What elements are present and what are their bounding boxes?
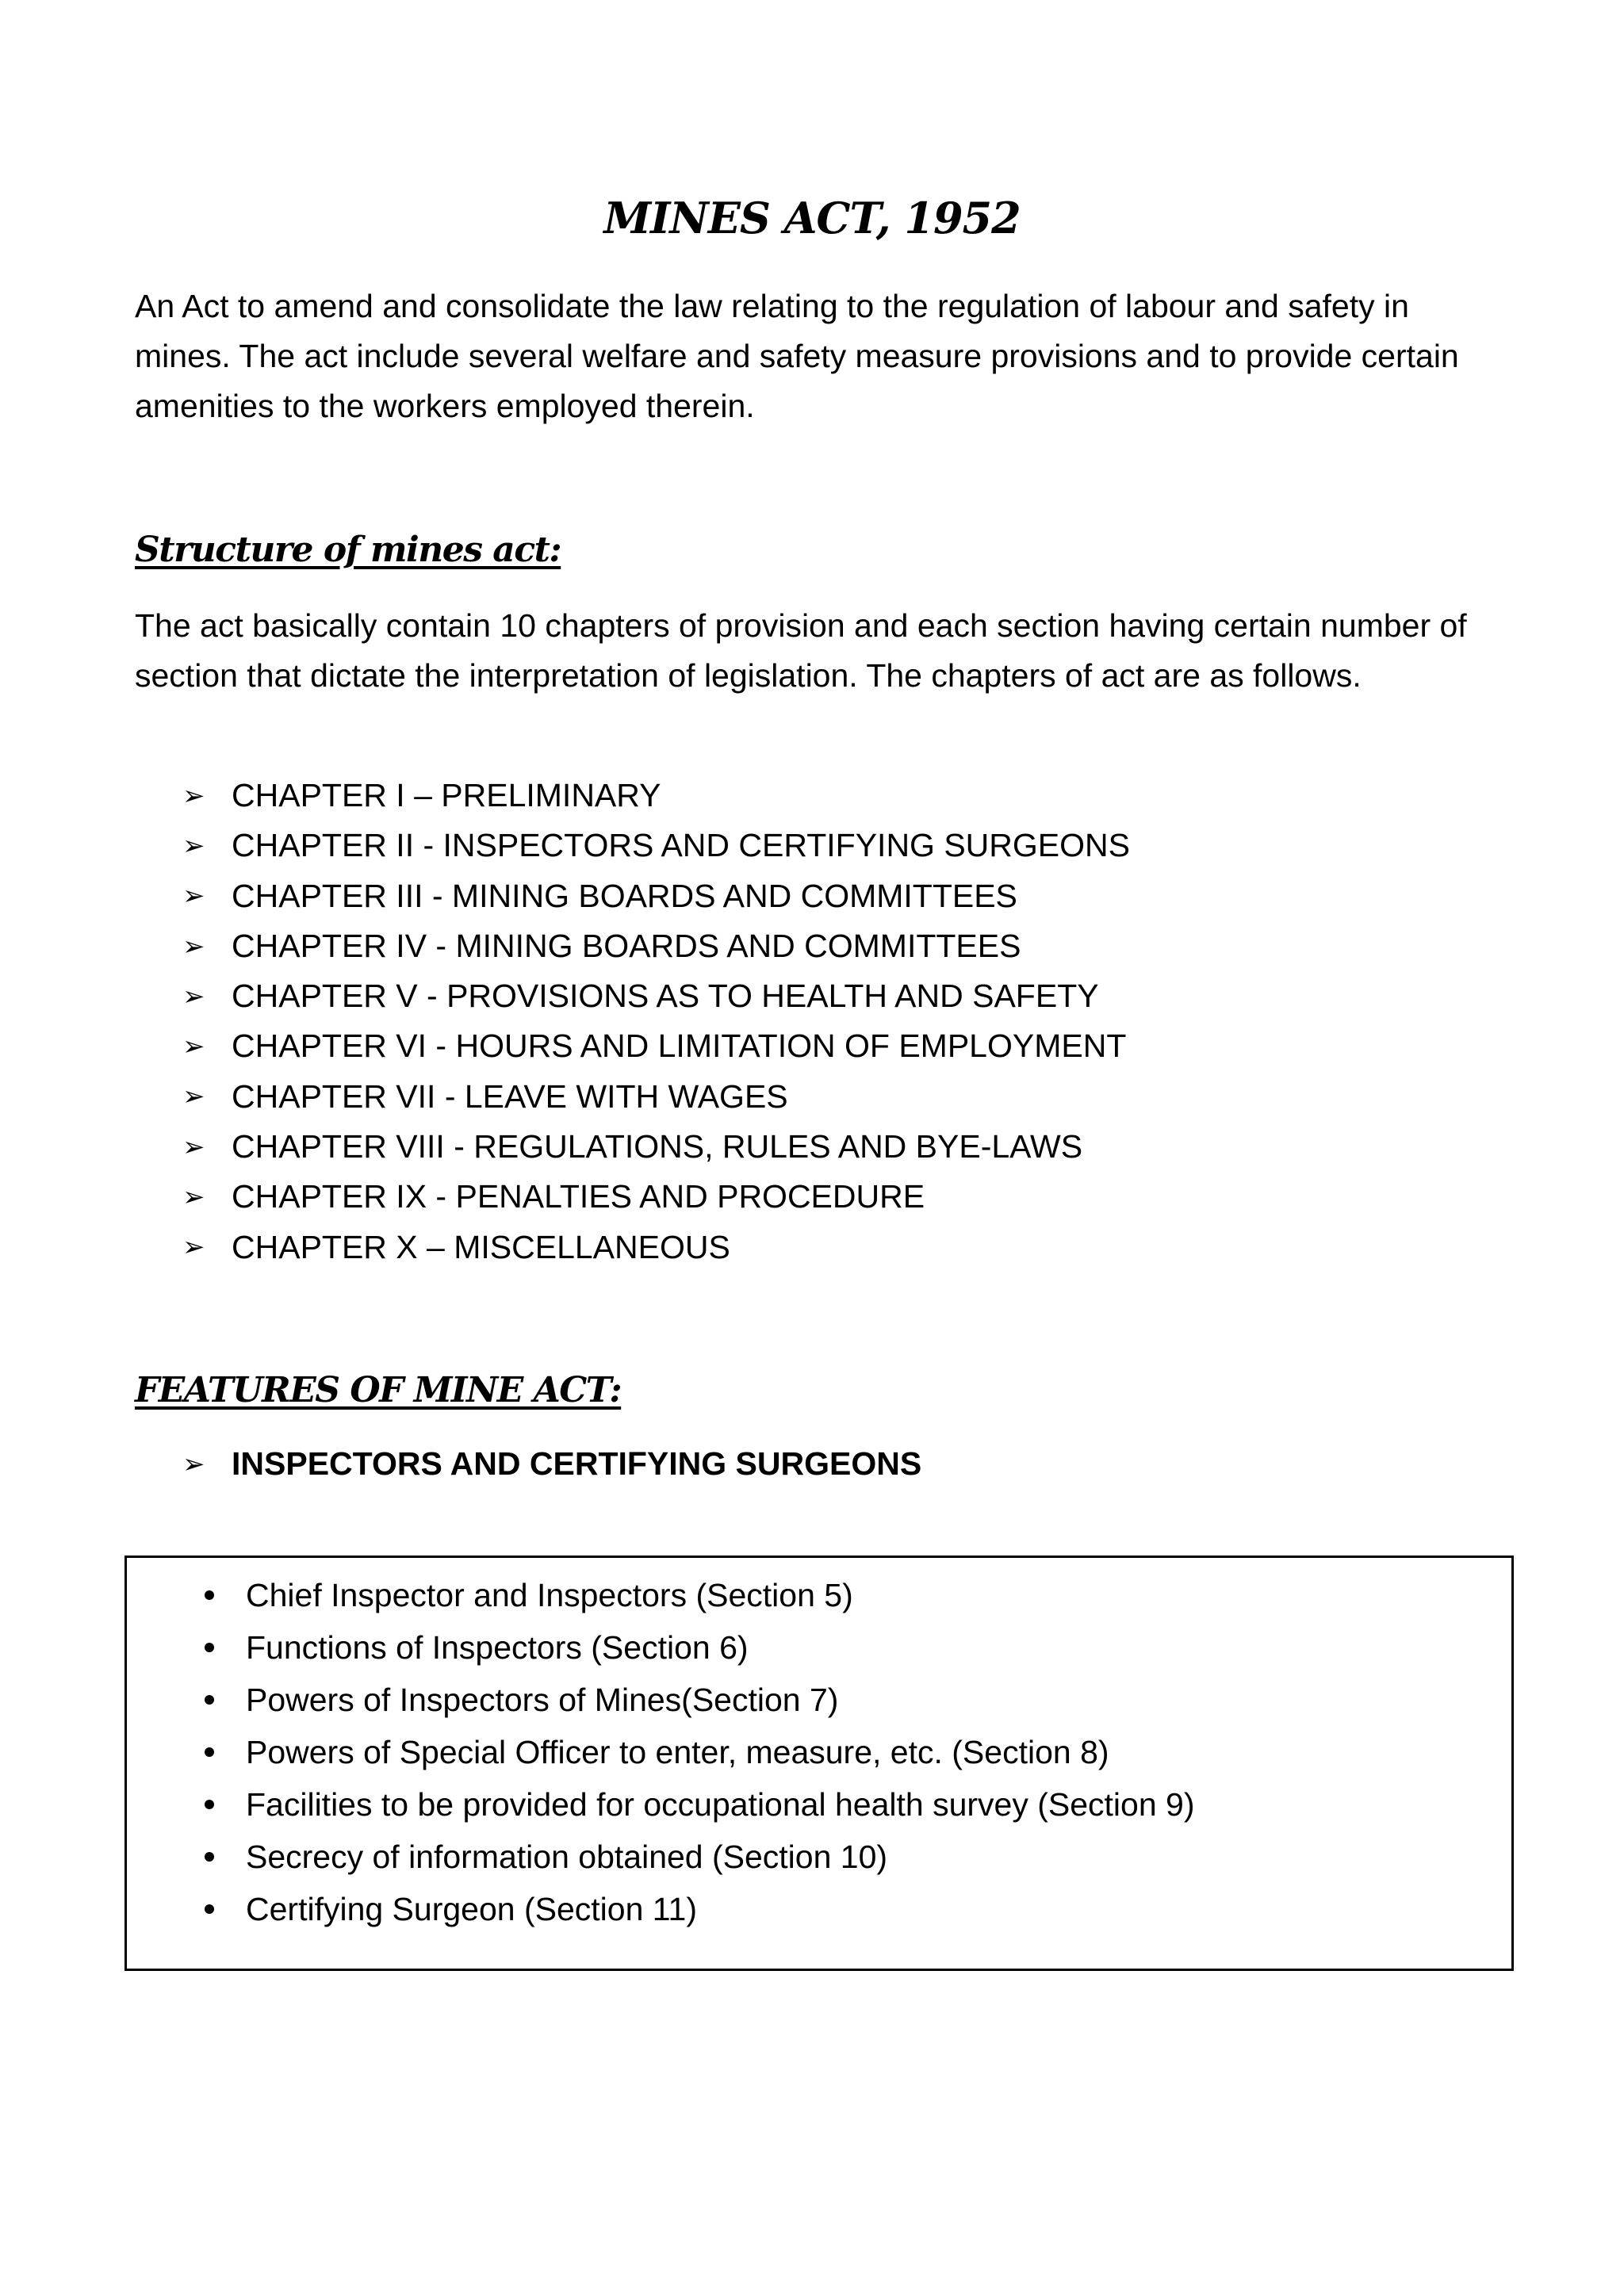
chapter-item [182,1021,1130,1071]
chapter-label: CHAPTER I – PRELIMINARY [232,777,661,813]
chapter-list [182,771,1130,1272]
arrow-bullet-icon: ➢ [182,1131,205,1163]
structure-paragraph: The act basically contain 10 chapters of provision and each section having certain number of section that dictate the interpretation of legislation. The chapters of act are as follows. [135,607,1467,694]
intro-paragraph: An Act to amend and consolidate the law relating to the regulation of labour and safety in mines. The act include several welfare and safety measure provisions and to provide certain amenities to the workers employed therein. [135,288,1459,424]
chapter-label: CHAPTER VIII - REGULATIONS, RULES AND BYE-LAWS [232,1128,1083,1165]
arrow-bullet-icon: ➢ [182,880,205,913]
section-item [198,1569,1194,1621]
chapter-label: CHAPTER III - MINING BOARDS AND COMMITTEES [232,877,1017,914]
chapter-item [182,1122,1130,1172]
chapter-label: CHAPTER VI - HOURS AND LIMITATION OF EMPLOYMENT [232,1027,1127,1065]
chapter-item [182,921,1130,971]
section-item [198,1778,1194,1831]
feature-item [182,1439,921,1489]
arrow-bullet-icon: ➢ [182,980,205,1012]
chapter-label: CHAPTER VII - LEAVE WITH WAGES [232,1077,788,1115]
bullet-dot-icon [205,1800,214,1809]
chapter-label: CHAPTER II - INSPECTORS AND CERTIFYING SURGEONS [232,827,1130,864]
chapter-label: CHAPTER IX - PENALTIES AND PROCEDURE [232,1178,925,1215]
chapter-label: CHAPTER X – MISCELLANEOUS [232,1228,730,1265]
section-list [198,1569,1194,1935]
section-item [198,1726,1194,1778]
chapter-item [182,971,1130,1021]
arrow-bullet-icon: ➢ [182,1231,205,1264]
bullet-dot-icon [205,1852,214,1862]
section-item [198,1674,1194,1726]
section-label: Functions of Inspectors (Section 6) [246,1629,749,1666]
document-title: MINES ACT, 1952 [603,193,1021,243]
section-label: Powers of Special Officer to enter, measure, etc. (Section 8) [246,1734,1109,1770]
chapter-item [182,1172,1130,1222]
chapter-item [182,1223,1130,1272]
section-item [198,1621,1194,1674]
section-label: Certifying Surgeon (Section 11) [246,1891,697,1927]
arrow-bullet-icon: ➢ [182,779,205,812]
section-label: Secrecy of information obtained (Section 10) [246,1839,888,1875]
bullet-dot-icon [205,1904,214,1914]
bullet-dot-icon [205,1695,214,1705]
section-item [198,1831,1194,1883]
bullet-dot-icon [205,1643,214,1652]
feature-item-label: INSPECTORS AND CERTIFYING SURGEONS [232,1445,922,1482]
chapter-item [182,871,1130,921]
chapter-item [182,1072,1130,1122]
bullet-dot-icon [205,1747,214,1757]
arrow-bullet-icon: ➢ [182,1081,205,1113]
bullet-dot-icon [205,1590,214,1600]
arrow-bullet-icon: ➢ [182,930,205,962]
arrow-bullet-icon: ➢ [182,1031,205,1063]
arrow-bullet-icon: ➢ [182,829,205,862]
section-label: Powers of Inspectors of Mines(Section 7) [246,1682,839,1718]
chapter-item [182,821,1130,871]
chapter-label: CHAPTER IV - MINING BOARDS AND COMMITTEES [232,927,1021,964]
structure-heading: Structure of mines act: [135,530,561,570]
section-item [198,1883,1194,1935]
sections-box [124,1556,1514,1971]
chapter-label: CHAPTER V - PROVISIONS AS TO HEALTH AND SAFETY [232,978,1099,1015]
features-heading: FEATURES OF MINE ACT: [135,1370,622,1410]
section-label: Chief Inspector and Inspectors (Section 5) [246,1577,853,1613]
chapter-item [182,771,1130,821]
arrow-bullet-icon: ➢ [182,1448,205,1480]
arrow-bullet-icon: ➢ [182,1181,205,1214]
section-label: Facilities to be provided for occupational health survey (Section 9) [246,1786,1195,1823]
